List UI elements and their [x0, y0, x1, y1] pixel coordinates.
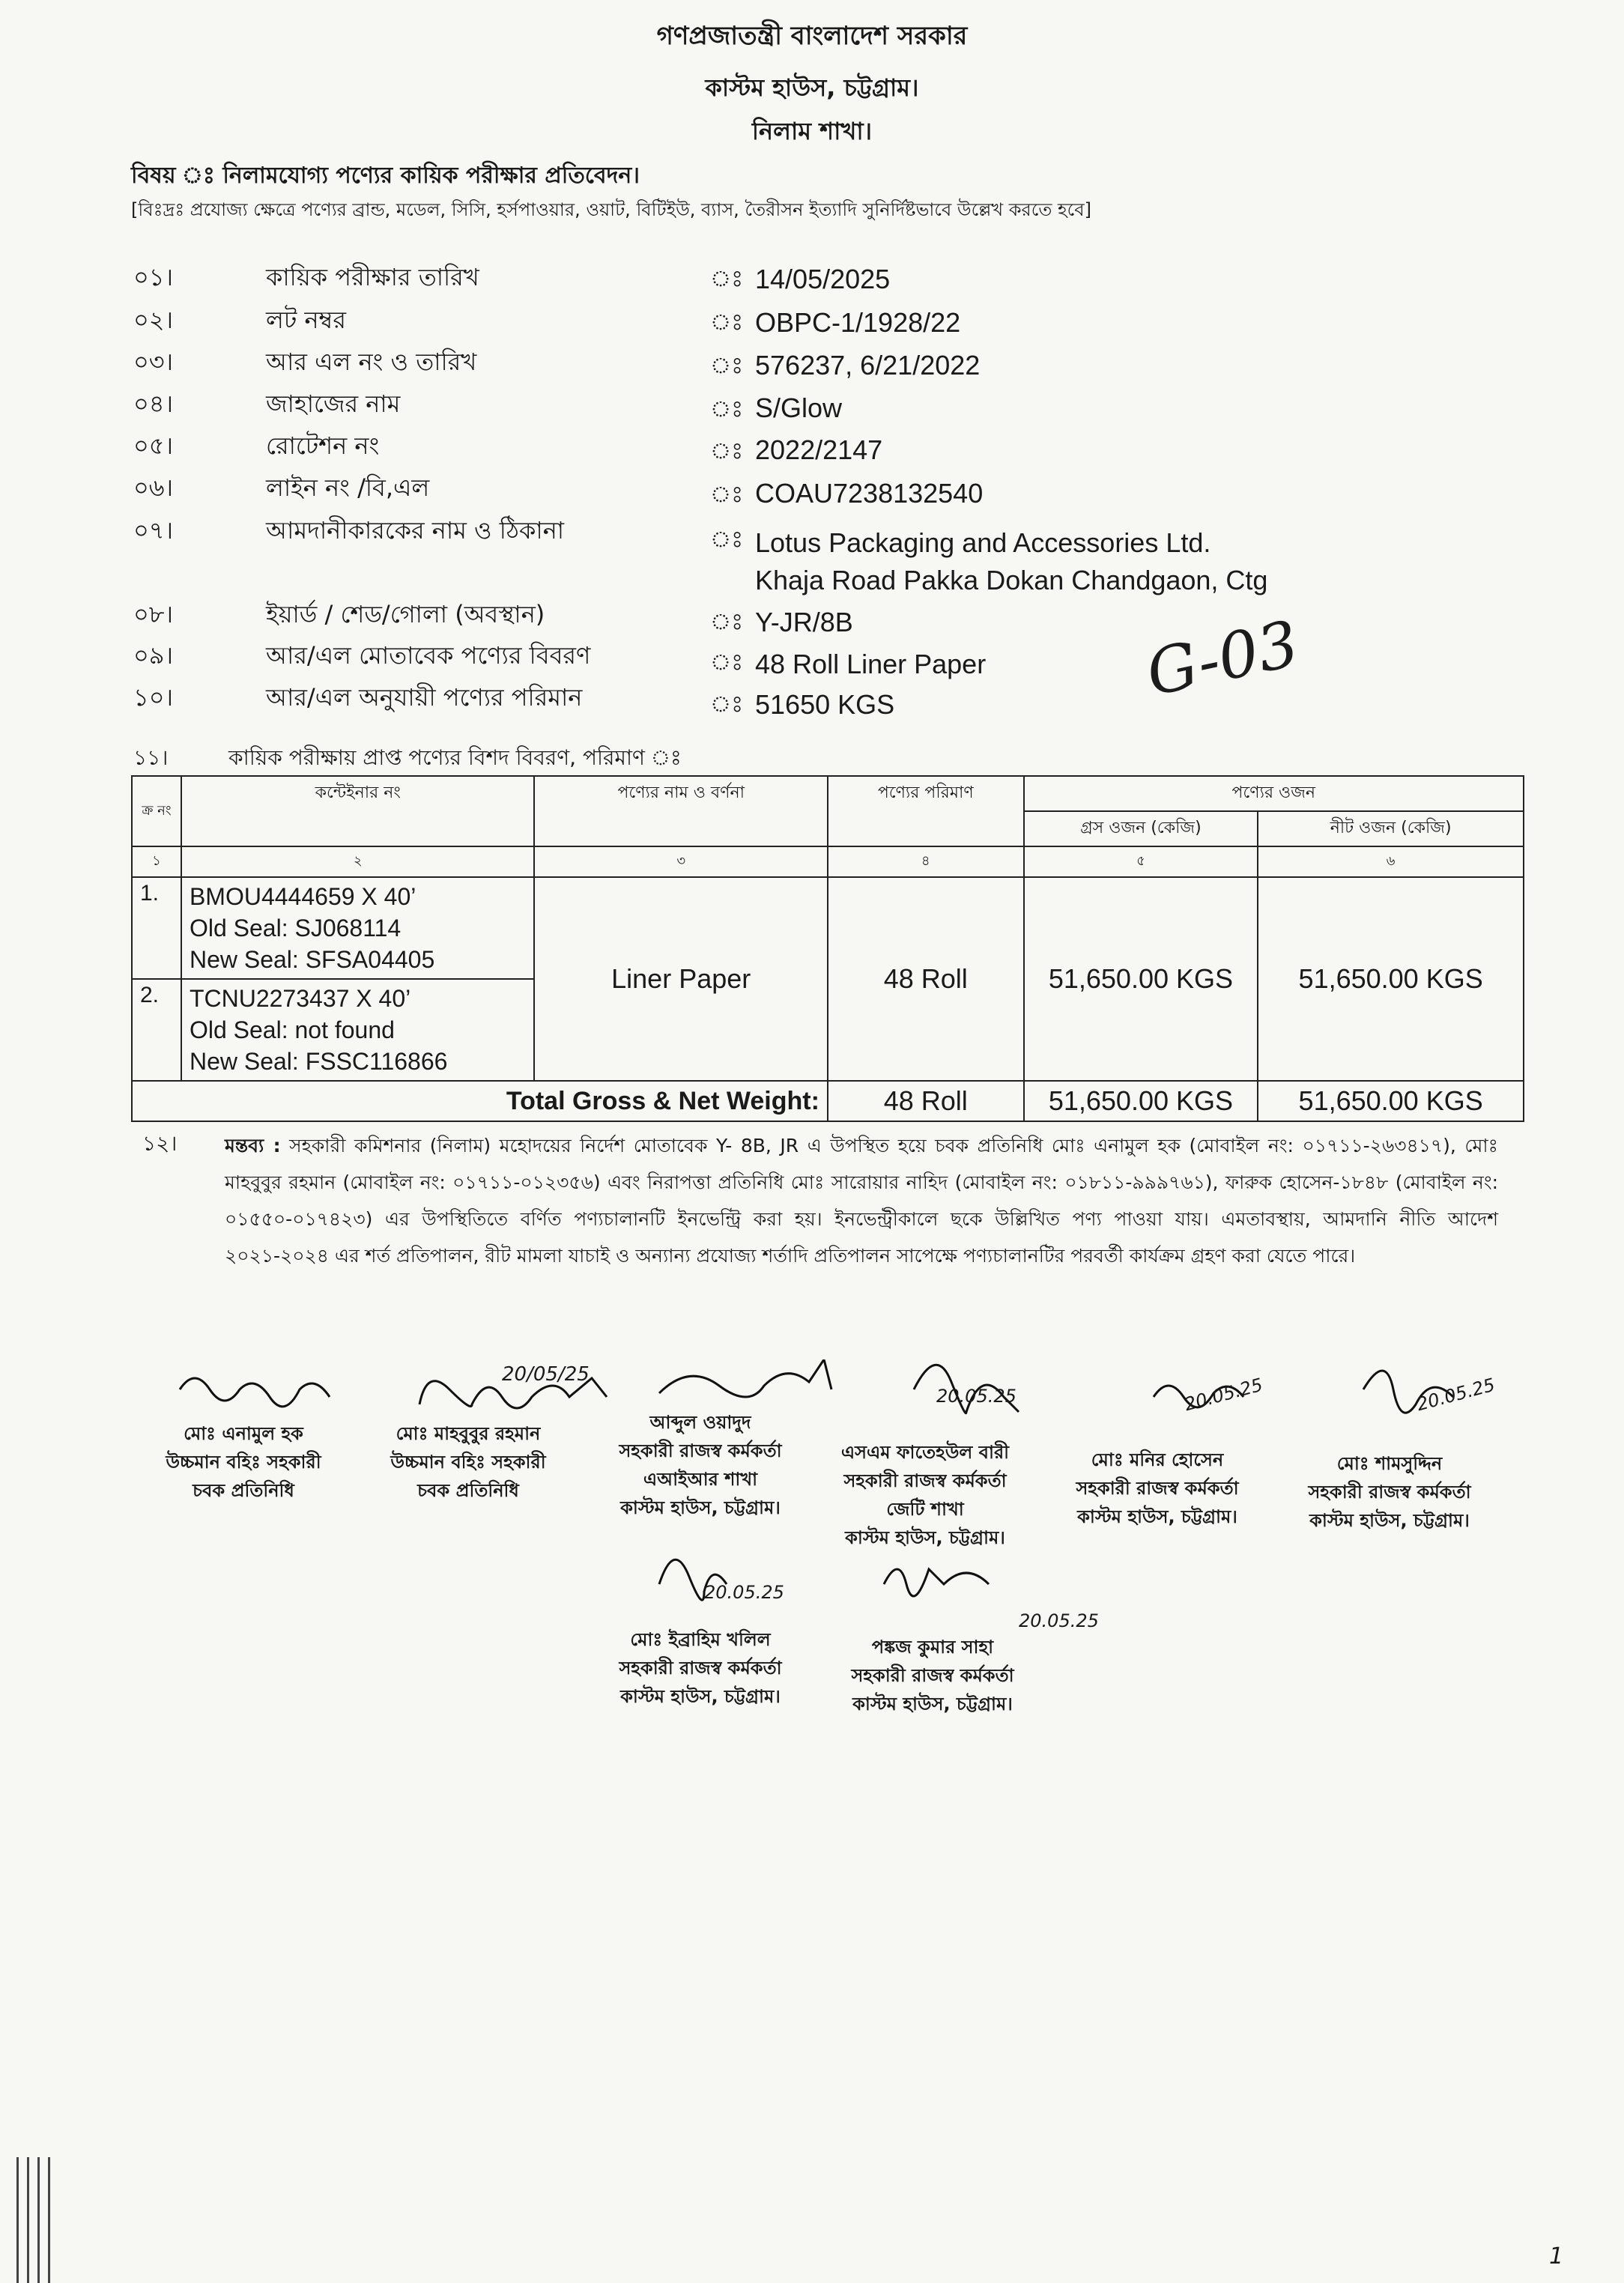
signatory-title: সহকারী রাজস্ব কর্মকর্তা [1076, 1478, 1239, 1499]
field-number: ০১। [133, 263, 174, 291]
signatory-block [1277, 1449, 1502, 1535]
field-number: ০২। [133, 306, 174, 334]
field-colon: ঃ [710, 396, 744, 422]
field-label: রোটেশন নং [266, 431, 380, 460]
signatory-office: কাস্টম হাউস, চট্টগ্রাম। [620, 1686, 781, 1707]
instruction-note: [বিঃদ্রঃ প্রযোজ্য ক্ষেত্রে পণ্যের ব্রান্ড, মডেল, সিসি, হর্সপাওয়ার, ওয়াট, বিটিইউ, ব্যাস, তৈরীসন ইত্যাদি সুনির্দিষ্টভাবে উল্লেখ করতে হবে] [131, 199, 1091, 220]
importer-address: Khaja Road Pakka Dokan Chandgaon, Ctg [755, 565, 1268, 595]
signatory-block [592, 1625, 809, 1711]
remarks-block [225, 1127, 1498, 1274]
field-number: ০৩। [133, 348, 174, 376]
signature-date: 20.05.25 [704, 1582, 784, 1603]
signatory-block [816, 1438, 1034, 1552]
col-number: ১ [132, 846, 181, 877]
importer-name: Lotus Packaging and Accessories Ltd. [755, 527, 1211, 558]
container-number: TCNU2273437 X 40’ [189, 985, 411, 1012]
field-label: কায়িক পরীক্ষার তারিখ [266, 263, 479, 291]
header-serial: ক্র নং [132, 776, 181, 846]
page-edge-line [16, 2157, 19, 2283]
field-colon: ঃ [710, 438, 744, 464]
signatory-title: সহকারী রাজস্ব কর্মকর্তা [843, 1470, 1007, 1491]
field-colon: ঃ [710, 309, 744, 336]
net-weight: 51,650.00 KGS [1258, 877, 1524, 1081]
field-value: OBPC-1/1928/22 [755, 307, 961, 338]
total-row [132, 1081, 1524, 1121]
field-value: 2022/2147 [755, 434, 883, 465]
header-container: কন্টেইনার নং [181, 776, 535, 846]
table-row [132, 877, 1524, 979]
signature-date: 20.05.25 [936, 1386, 1016, 1407]
new-seal: New Seal: SFSA04405 [189, 946, 435, 973]
total-label: Total Gross & Net Weight: [132, 1081, 828, 1121]
signatory-org: চবক প্রতিনিধি [417, 1480, 519, 1501]
field-value: 14/05/2025 [755, 264, 891, 294]
field-number: ০৮। [133, 600, 174, 628]
container-number: BMOU4444659 X 40’ [189, 883, 416, 910]
field-value: 576237, 6/21/2022 [755, 350, 981, 380]
signatory-block [592, 1408, 809, 1522]
signatory-block [824, 1633, 1041, 1718]
header-goods: পণ্যের নাম ও বর্ণনা [534, 776, 827, 846]
field-value: 51650 KGS [755, 689, 895, 720]
goods-quantity: 48 Roll [828, 877, 1024, 1081]
signatory-title: উচ্চমান বহিঃ সহকারী [390, 1452, 546, 1473]
col-number: ২ [181, 846, 535, 877]
row-serial: 1. [132, 877, 181, 979]
field-label: আর/এল মোতাবেক পণ্যের বিবরণ [266, 641, 591, 670]
total-net: 51,650.00 KGS [1258, 1081, 1524, 1121]
field-colon: ঃ [710, 691, 744, 718]
branch-name: নিলাম শাখা। [751, 117, 873, 145]
field-label: আর/এল অনুযায়ী পণ্যের পরিমান [266, 683, 583, 712]
signatory-block [1045, 1446, 1270, 1531]
field-label: আমদানীকারকের নাম ও ঠিকানা [266, 516, 565, 545]
signatory-title: সহকারী রাজস্ব কর্মকর্তা [1308, 1482, 1471, 1503]
old-seal: Old Seal: SJ068114 [189, 915, 402, 942]
office-name: কাস্টম হাউস, চট্টগ্রাম। [705, 73, 919, 102]
signatory-office: কাস্টম হাউস, চট্টগ্রাম। [1077, 1506, 1237, 1527]
field-colon: ঃ [710, 353, 744, 379]
signatory-name: মোঃ মাহবুবুর রহমান [396, 1423, 541, 1444]
handwritten-lot-mark: G-03 [1140, 606, 1305, 711]
signatory-org: চবক প্রতিনিধি [193, 1480, 294, 1501]
total-gross: 51,650.00 KGS [1024, 1081, 1258, 1121]
field-label: আর এল নং ও তারিখ [266, 348, 477, 376]
signatory-block [146, 1419, 341, 1505]
new-seal: New Seal: FSSC116866 [189, 1048, 448, 1075]
page-mark: 1 [1549, 2243, 1564, 2270]
signatory-name: পঙ্কজ কুমার সাহা [871, 1637, 994, 1658]
section-12-number: ১২। [142, 1131, 178, 1156]
col-number: ৩ [534, 846, 827, 877]
field-colon: ঃ [710, 527, 744, 553]
field-colon: ঃ [710, 482, 744, 508]
field-label: ইয়ার্ড / শেড/গোলা (অবস্থান) [266, 600, 545, 628]
field-number: ০৪। [133, 389, 174, 418]
signature-date: 20/05/25 [502, 1363, 590, 1386]
field-number: ০৫। [133, 431, 174, 460]
signatory-office: কাস্টম হাউস, চট্টগ্রাম। [845, 1527, 1005, 1548]
signature-date: 20.05.25 [1414, 1374, 1497, 1416]
signatory-name: মোঃ মনির হোসেন [1091, 1449, 1224, 1470]
field-colon: ঃ [710, 609, 744, 635]
signatory-office: কাস্টম হাউস, চট্টগ্রাম। [620, 1497, 781, 1518]
signatory-title: সহকারী রাজস্ব কর্মকর্তা [619, 1440, 782, 1461]
remarks-text: সহকারী কমিশনার (নিলাম) মহোদয়ের নির্দেশ মোতাবেক Y- 8B, JR এ উপস্থিত হয়ে চবক প্রতিনিধি মোঃ এনামুল হক (মোবাইল নং: ০১৭১১-২৬৩৪১৭), মোঃ মাহবুবুর রহমান (মোবাইল নং: ০১৭১১-০১২৩৫৬) এবং নিরাপত্তা প্রতিনিধি মোঃ সারোয়ার নাহিদ (মোবাইল নং: ০১৮১১-৯৯৯৭৬১), ফারুক হোসেন-১৮৪৮ (মোবাইল নং: ০১৫৫০-০১৭৪২৩) এর উপস্থিতিতে বর্ণিত পণ্যচালানটি ইনভেন্ট্রি করা হয়। ইনভেন্ট্রীকালে ছকে উল্লিখিত পণ্য পাওয়া যায়। এমতাবস্থায়, আমদানি নীতি আদেশ ২০২১-২০২৪ এর শর্ত প্রতিপালন, রীট মামলা যাচাই ও অন্যান্য প্রযোজ্য শর্তাদি প্রতিপালন সাপেক্ষে পণ্যচালানটির পরবর্তী কার্যক্রম গ্রহণ করা যেতে পারে। [225, 1135, 1498, 1267]
signatory-title: সহকারী রাজস্ব কর্মকর্তা [851, 1665, 1014, 1686]
field-number: ০৬। [133, 473, 174, 502]
signature-date: 20.05.25 [1182, 1374, 1265, 1416]
page-edge-line [48, 2157, 50, 2283]
signatory-block [363, 1419, 573, 1505]
row-serial: 2. [132, 979, 181, 1081]
signatory-title: সহকারী রাজস্ব কর্মকর্তা [619, 1658, 782, 1679]
col-number: ৬ [1258, 846, 1524, 877]
field-colon: ঃ [710, 266, 744, 292]
field-label: জাহাজের নাম [266, 389, 401, 418]
header-quantity: পণ্যের পরিমাণ [828, 776, 1024, 846]
field-value: COAU7238132540 [755, 478, 984, 509]
col-number: ৫ [1024, 846, 1258, 877]
signatory-office: কাস্টম হাউস, চট্টগ্রাম। [852, 1694, 1013, 1714]
signatory-org: এআইআর শাখা [643, 1469, 758, 1490]
field-value: S/Glow [755, 392, 843, 423]
field-number: ১০। [133, 683, 174, 712]
field-label: লাইন নং /বি,এল [266, 473, 430, 502]
page-edge-line [37, 2157, 40, 2283]
section-11-title: কায়িক পরীক্ষায় প্রাপ্ত পণ্যের বিশদ বিবরণ, পরিমাণ ঃ [228, 745, 682, 770]
signatory-name: এসএম ফাতেহউল বারী [840, 1442, 1010, 1463]
signatory-name: মোঃ শামসুদ্দিন [1336, 1453, 1443, 1474]
signatory-name: মোঃ এনামুল হক [184, 1423, 303, 1444]
signatory-org: জেটি শাখা [886, 1499, 964, 1520]
container-cell [181, 877, 535, 979]
signature-3 [659, 1359, 831, 1397]
signature-date: 20.05.25 [1019, 1610, 1099, 1631]
section-11-number: ১১। [133, 745, 169, 770]
header-net-weight: নীট ওজন (কেজি) [1258, 811, 1524, 846]
field-colon: ঃ [710, 649, 744, 676]
field-number: ০৭। [133, 516, 174, 545]
signatory-office: কাস্টম হাউস, চট্টগ্রাম। [1309, 1510, 1470, 1531]
total-quantity: 48 Roll [828, 1081, 1024, 1121]
remarks-label: মন্তব্য : [225, 1135, 281, 1156]
signature-8 [884, 1569, 989, 1596]
subject-line: বিষয় ঃ নিলামযোগ্য পণ্যের কায়িক পরীক্ষার প্রতিবেদন। [131, 163, 640, 189]
old-seal: Old Seal: not found [189, 1016, 395, 1043]
government-title: গণপ্রজাতন্ত্রী বাংলাদেশ সরকার [656, 21, 968, 51]
gross-weight: 51,650.00 KGS [1024, 877, 1258, 1081]
field-label: লট নম্বর [266, 306, 347, 334]
page-edge-line [27, 2157, 29, 2283]
signatory-name: আব্দুল ওয়াদুদ [649, 1412, 751, 1433]
inspection-table [131, 775, 1524, 1122]
field-number: ০৯। [133, 641, 174, 670]
signature-1 [180, 1378, 330, 1407]
header-weight: পণ্যের ওজন [1024, 776, 1524, 811]
header-gross-weight: গ্রস ওজন (কেজি) [1024, 811, 1258, 846]
field-value: Y-JR/8B [755, 607, 853, 637]
container-cell [181, 979, 535, 1081]
goods-description: Liner Paper [534, 877, 827, 1081]
field-value: 48 Roll Liner Paper [755, 649, 987, 679]
signatory-name: মোঃ ইব্রাহিম খলিল [630, 1629, 771, 1650]
col-number: ৪ [828, 846, 1024, 877]
signatory-title: উচ্চমান বহিঃ সহকারী [166, 1452, 321, 1473]
